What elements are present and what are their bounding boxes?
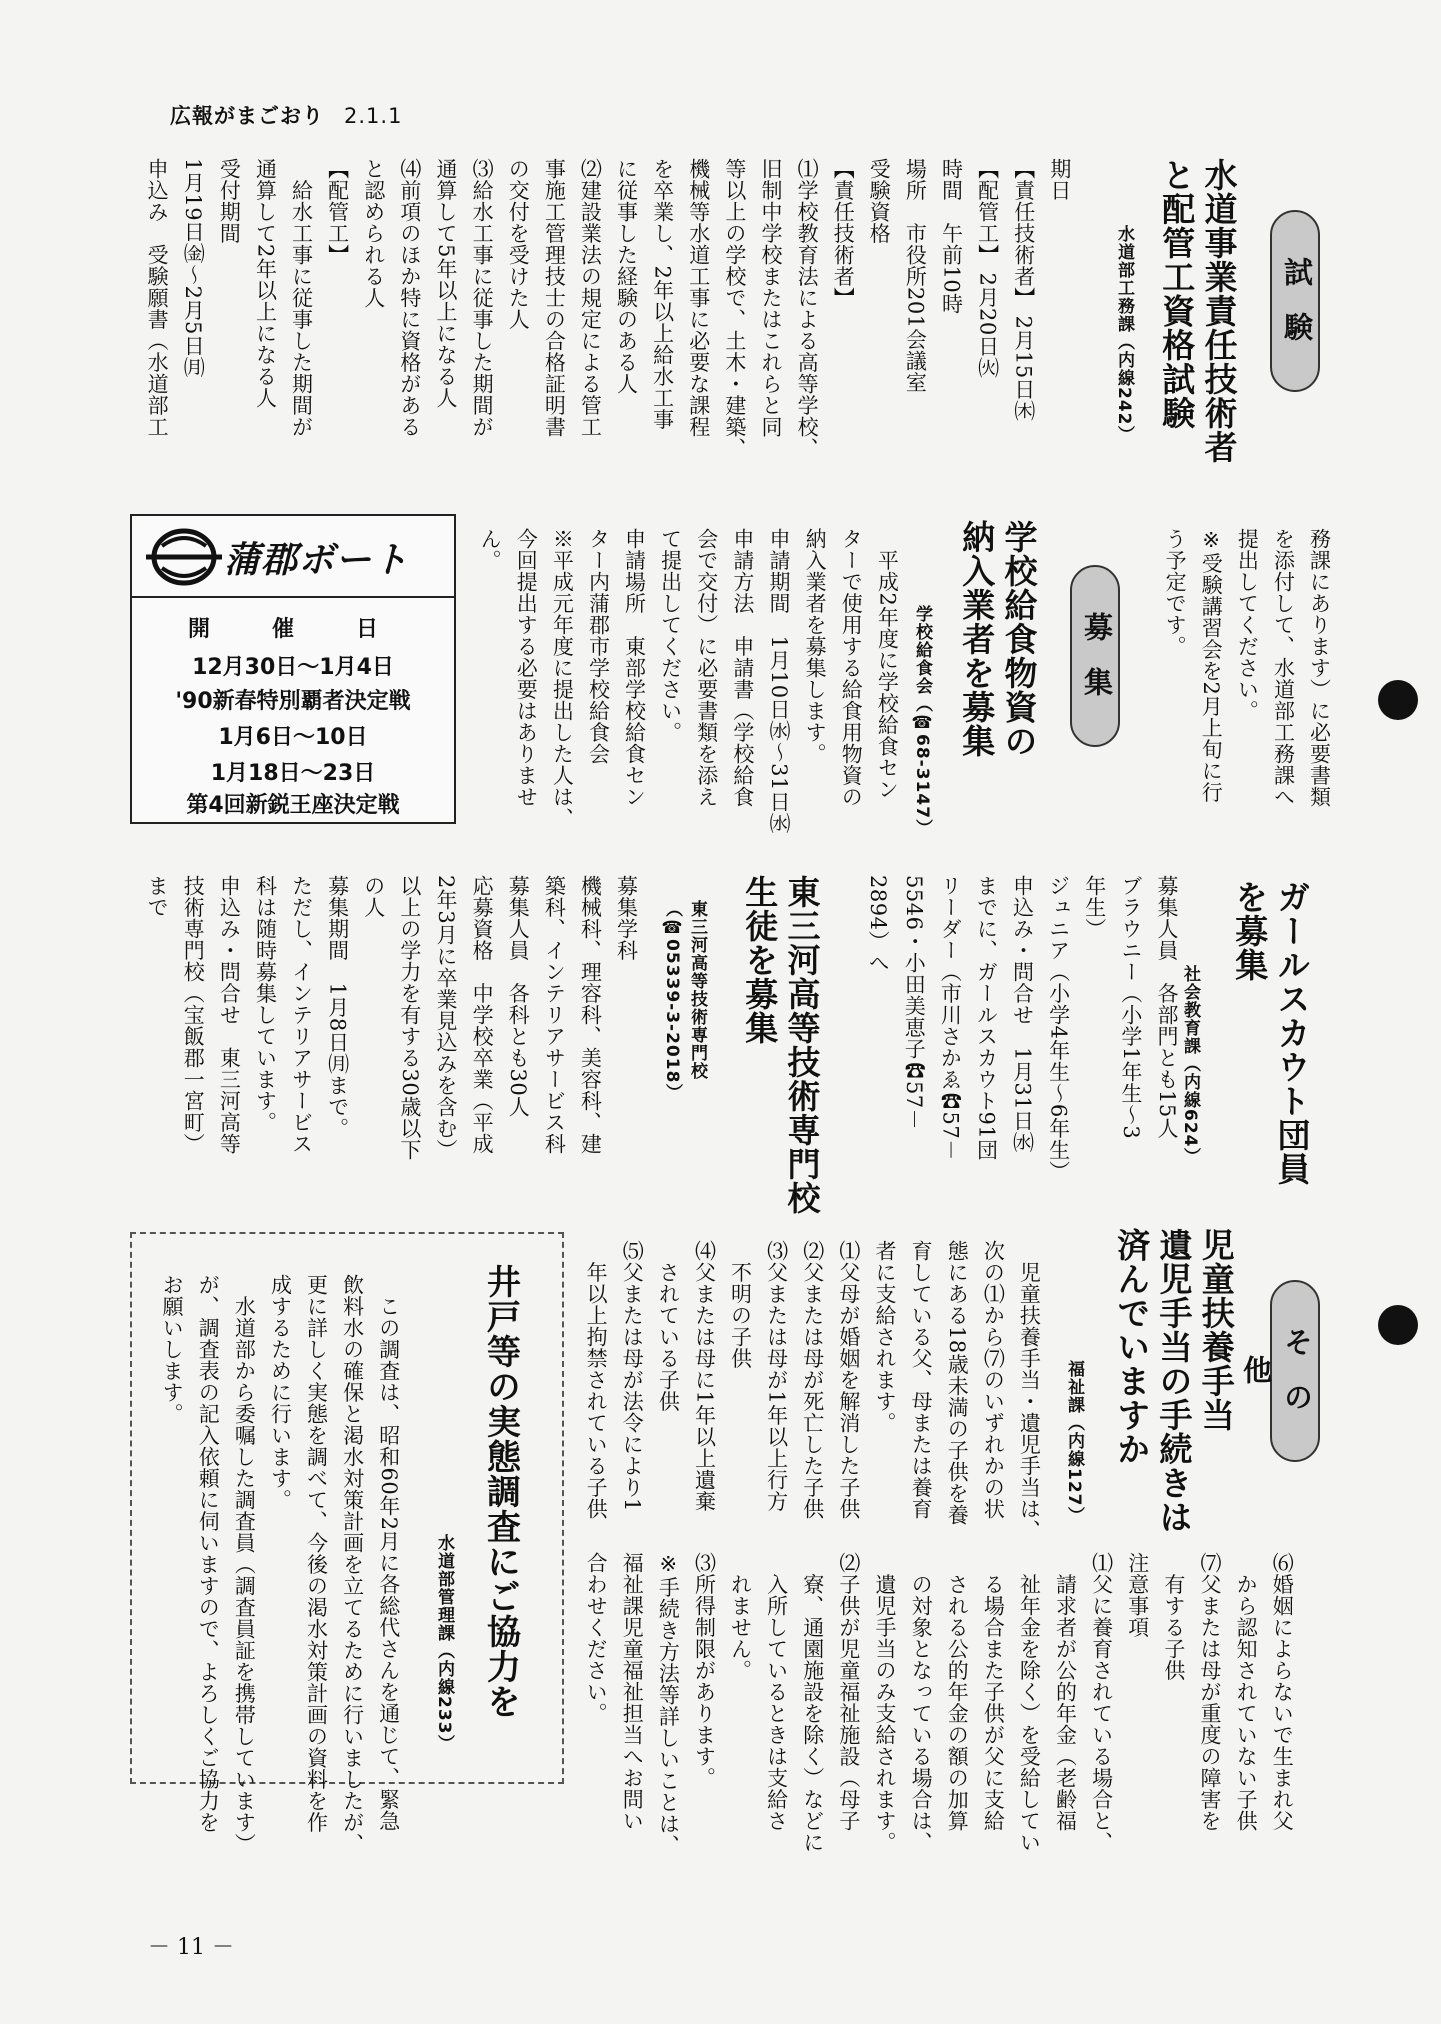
well-headline: 井戸等の実態調査にご協力を	[480, 1264, 521, 1719]
child-headline: 児童扶養手当 遺児手当の手続きは 済んでいますか	[1112, 1228, 1236, 1534]
publication-title: 広報がまごおり	[170, 104, 324, 128]
margin-dot	[1378, 680, 1418, 720]
margin-dot	[1378, 1305, 1418, 1345]
lunch-dept: 学校給食会（☎68-3147）	[912, 605, 932, 838]
boat-race-ad	[130, 514, 456, 824]
boat-event-2: 第4回新鋭王座決定戦	[186, 793, 400, 818]
lunch-headline: 学校給食物資の 納入業者を募集	[957, 520, 1039, 758]
child-body-cont: ⑹婚姻によらないで生まれ父 から認知されていない子供 ⑺父または母が重度の障害を 有する子供 注意事項 ⑴父に養育されている場合と、 請求者が公的年金（老齢福 祉年金を除く）を受給してい る場合また子供が父に支給 される公的年金の額の加算 の対象となっている場合は、 遺児手当のみ支給されます。 ⑵子供が児童福祉施設（母子 寮、通園施設を除く）などに 入所しているときは支給さ れません。 ⑶所得制限があります。 ※手続き方法等詳しいことは、 福祉課児童福祉担当へお問い 合わせください。	[584, 1552, 1295, 1856]
scout-headline: ガールスカウト団員 を募集	[1230, 880, 1312, 1186]
school-dept: 東三河高等技術専門校 （☎05339-3-2018）	[662, 900, 707, 1102]
boat-logo	[132, 516, 454, 598]
boat-date-3: 1月18日～23日	[210, 761, 376, 786]
boat-event-1: '90新春特別覇者決定戦	[175, 689, 411, 714]
scout-body: 募集人員 各部門とも15人 ブラウニー（小学1年生～3 年生） ジュニア（小学4年生～6年生） 申込み・問合せ 1月31日㈬ までに、ガールスカウト91団 リーダー（市川さかゑ☎57－ 5546・小田美恵子☎57－ 2894）へ	[866, 875, 1179, 1183]
well-dept: 水道部管理課（内線233）	[434, 1534, 454, 1753]
well-survey-box	[130, 1232, 564, 1855]
exam-headline: 水道事業責任技術者 と配管工資格試験	[1157, 158, 1239, 464]
scout-dept: 社会教育課（内線624）	[1180, 965, 1200, 1166]
boat-emblem-icon	[144, 522, 224, 592]
exam-dept: 水道部工務課（内線242）	[1114, 225, 1134, 444]
child-dept: 福祉課（内線127）	[1064, 1360, 1084, 1525]
page-header	[170, 100, 402, 130]
boat-date-2: 1月6日～10日	[218, 725, 368, 750]
badge-exam: 試験	[1270, 210, 1320, 392]
boat-schedule-label: 開 催 日	[187, 617, 398, 642]
badge-recruit: 募集	[1070, 565, 1120, 747]
exam-body-cont: 務課にあります）に必要書類 を添付して、水道部工務課へ 提出してください。 ※受験講習会を2月上旬に行 う予定です。	[1163, 528, 1332, 808]
page-number: － 11 －	[148, 1935, 234, 1960]
well-body: この調査は、昭和60年2月に各総代さんを通じて、緊急 飲料水の確保と渇水対策計画を立てるために行いましたが、 更に詳しく実態を調べて、今後の渇水対策計画の資料を作 成するために行います。 水道部から委嘱した調査員（調査員証を携帯しています） が、調査表の記入依頼に伺いますので、よろしくご協力を お願いします。	[160, 1274, 401, 1855]
school-headline: 東三河高等技術専門校 生徒を募集	[740, 875, 822, 1215]
issue-number: 2.1.1	[344, 104, 403, 128]
boat-logo-text: 蒲郡ボート	[224, 540, 410, 581]
badge-other: その他	[1270, 1280, 1320, 1462]
lunch-body: 平成2年度に学校給食セン ターで使用する給食用物資の 納入業者を募集します。 申請期間 1月10日㈬～31日㈬ 申請方法 申請書（学校給食 会で交付）に必要書類を添え て提出してください。 申請場所 東部学校給食セン ター内蒲郡市学校給食会 ※平成元年度に提出した人は、 今回提出する必要はありませ ん。	[478, 528, 900, 834]
exam-body: 期日 【責任技術者】 2月15日㈭ 【配管工】 2月20日㈫ 時間 午前10時 場所 市役所201会議室 受験資格 【責任技術者】 ⑴学校教育法による高等学校、 旧制中学校またはこれらと同 等以上の学校で、土木・建築、 機械等水道工事に必要な課程 を卒業し、2年以上給水工事 に従事した経験のある人 ⑵建設業法の規定による管工 事施工管理技士の合格証明書 の交付を受けた人 ⑶給水工事に従事した期間が 通算して5年以上になる人 ⑷前項のほか特に資格がある と認められる人 【配管工】 給水工事に従事した期間が 通算して2年以上になる人 受付期間 1月19日㈮～2月5日㈪ 申込み 受験願書（水道部工	[145, 158, 1072, 459]
child-body: 児童扶養手当・遺児手当は、 次の⑴から⑺のいずれかの状 態にある18歳未満の子供を養 育している父、母または養育 者に支給されます。 ⑴父母が婚姻を解消した子供 ⑵父または母が死亡した子供 ⑶父または母が1年以上行方 不明の子供 ⑷父または母に1年以上遺棄 されている子供 ⑸父または母が法令により1 年以上拘禁されている子供	[584, 1240, 1042, 1541]
boat-date-1: 12月30日～1月4日	[192, 655, 394, 680]
school-body: 募集学科 機械科、理容科、美容科、建 築科、インテリアサービス科 募集人員 各科とも30人 応募資格 中学校卒業（平成 2年3月に卒業見込みを含む） 以上の学力を有する30歳以下 の人 募集期間 1月8日㈪まで。 ただし、インテリアサービス 科は随時募集しています。 申込み・問合せ 東三河高等 技術専門校（宝飯郡一宮町） まで	[145, 875, 639, 1161]
